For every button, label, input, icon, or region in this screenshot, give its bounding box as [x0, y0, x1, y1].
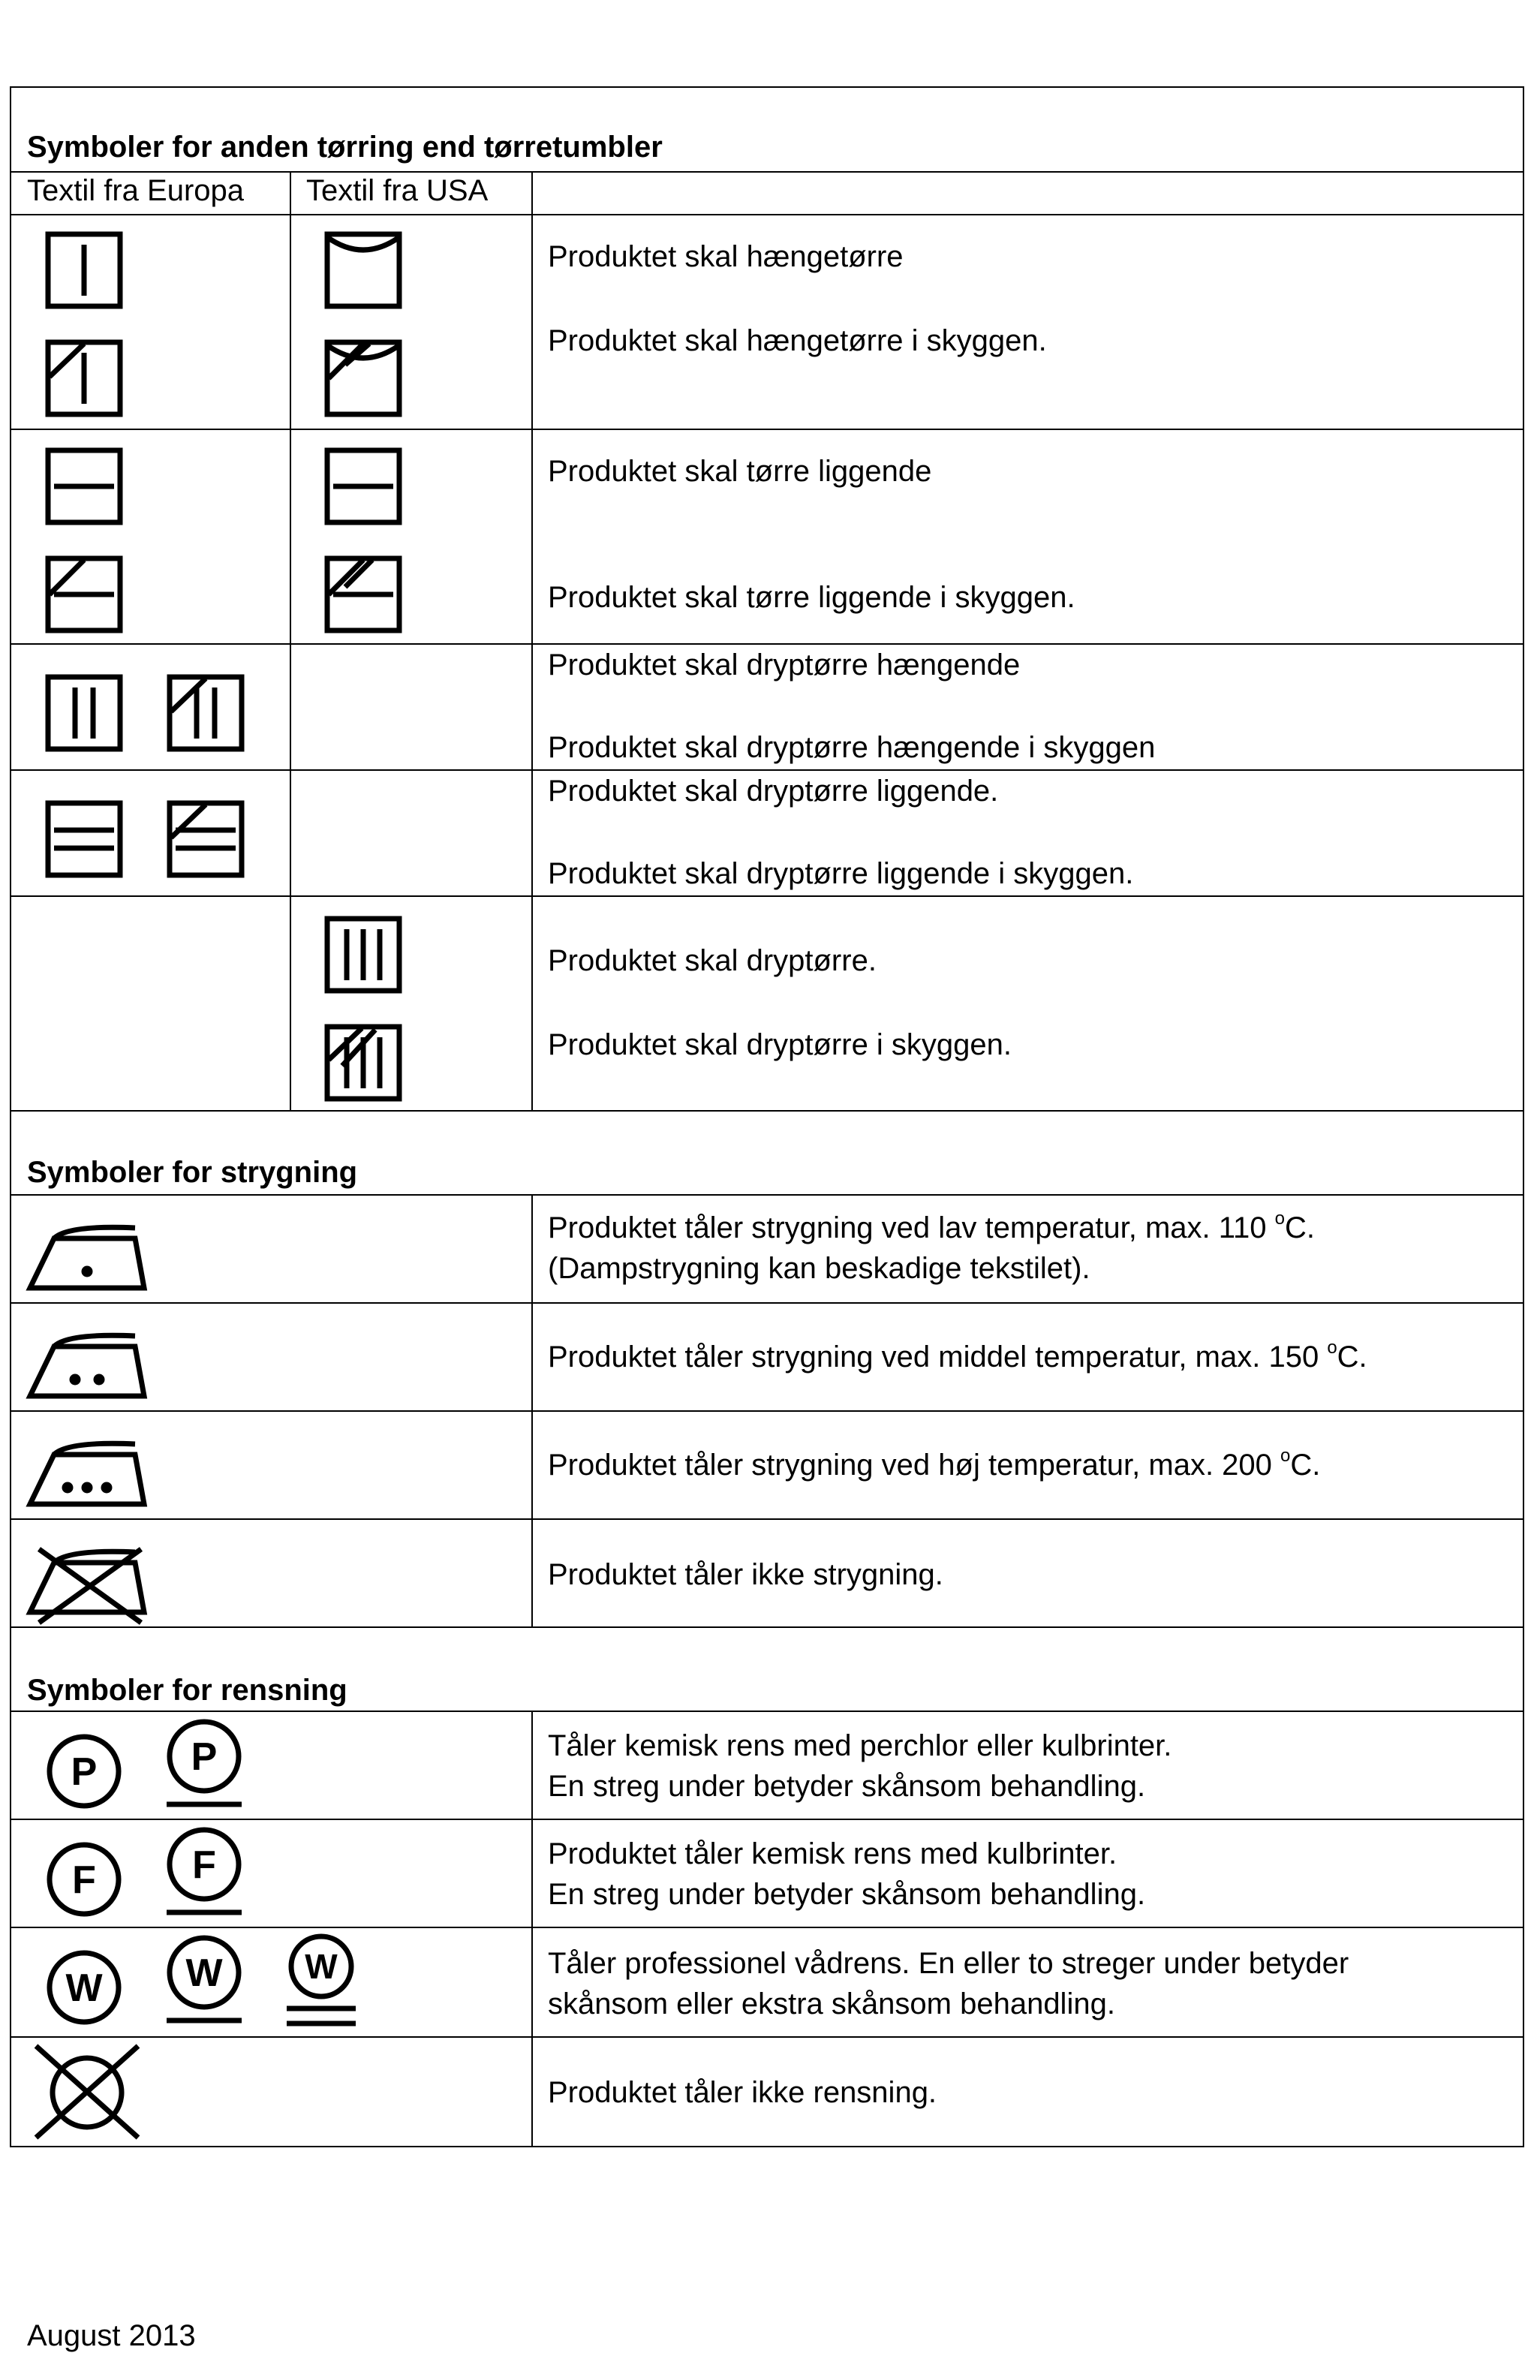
description-text: Produktet skal dryptørre liggende i skyggen. — [548, 857, 1134, 890]
ironing-section-title: Symboler for strygning — [27, 1156, 358, 1189]
description-text: Produktet tåler ikke rensning. — [548, 2076, 937, 2109]
letter-p: P — [191, 1735, 218, 1779]
description-text: (Dampstrygning kan beskadige tekstilet). — [548, 1252, 1090, 1285]
cleaning-section-title: Symboler for rensning — [27, 1674, 347, 1707]
letter-w: W — [305, 1947, 338, 1986]
letter-f: F — [192, 1843, 216, 1887]
description-text: Produktet skal dryptørre hængende i skyggen — [548, 731, 1156, 764]
description-text: Produktet tåler strygning ved høj temperatur, max. 200 $^o$C. — [548, 1446, 1321, 1482]
description-text: Tåler kemisk rens med perchlor eller kulbrinter. — [548, 1729, 1172, 1762]
drying-section-title: Symboler for anden tørring end tørretumbler — [27, 131, 663, 164]
column-header-usa: Textil fra USA — [306, 174, 489, 207]
no-clean-icon — [36, 2046, 138, 2138]
description-text: skånsom eller ekstra skånsom behandling. — [548, 1987, 1115, 2020]
description-text: En streg under betyder skånsom behandling. — [548, 1878, 1146, 1911]
description-text: Tåler professionel vådrens. En eller to streger under betyder — [548, 1947, 1349, 1980]
description-text: Produktet skal dryptørre hængende — [548, 648, 1021, 682]
description-text: Produktet skal hængetørre i skyggen. — [548, 324, 1047, 357]
description-text: Produktet skal hængetørre — [548, 240, 904, 273]
description-text: Produktet tåler strygning ved lav temperatur, max. 110 $^o$C. — [548, 1208, 1315, 1244]
description-text: Produktet tåler kemisk rens med kulbrinter. — [548, 1837, 1117, 1870]
description-text: Produktet skal dryptørre liggende. — [548, 775, 999, 808]
footer-date: August 2013 — [27, 2319, 196, 2352]
letter-f: F — [72, 1858, 96, 1902]
letter-w: W — [65, 1966, 103, 2010]
description-text: Produktet skal tørre liggende i skyggen. — [548, 581, 1075, 614]
description-text: Produktet skal dryptørre i skyggen. — [548, 1028, 1012, 1061]
description-text: Produktet tåler ikke strygning. — [548, 1558, 943, 1591]
description-text: Produktet tåler strygning ved middel temperatur, max. 150 $^o$C. — [548, 1337, 1367, 1374]
letter-w: W — [185, 1951, 223, 1995]
description-text: En streg under betyder skånsom behandling. — [548, 1770, 1146, 1803]
column-header-europe: Textil fra Europa — [27, 174, 245, 207]
letter-p: P — [71, 1750, 98, 1794]
description-text: Produktet skal tørre liggende — [548, 455, 932, 488]
description-text: Produktet skal dryptørre. — [548, 944, 877, 977]
